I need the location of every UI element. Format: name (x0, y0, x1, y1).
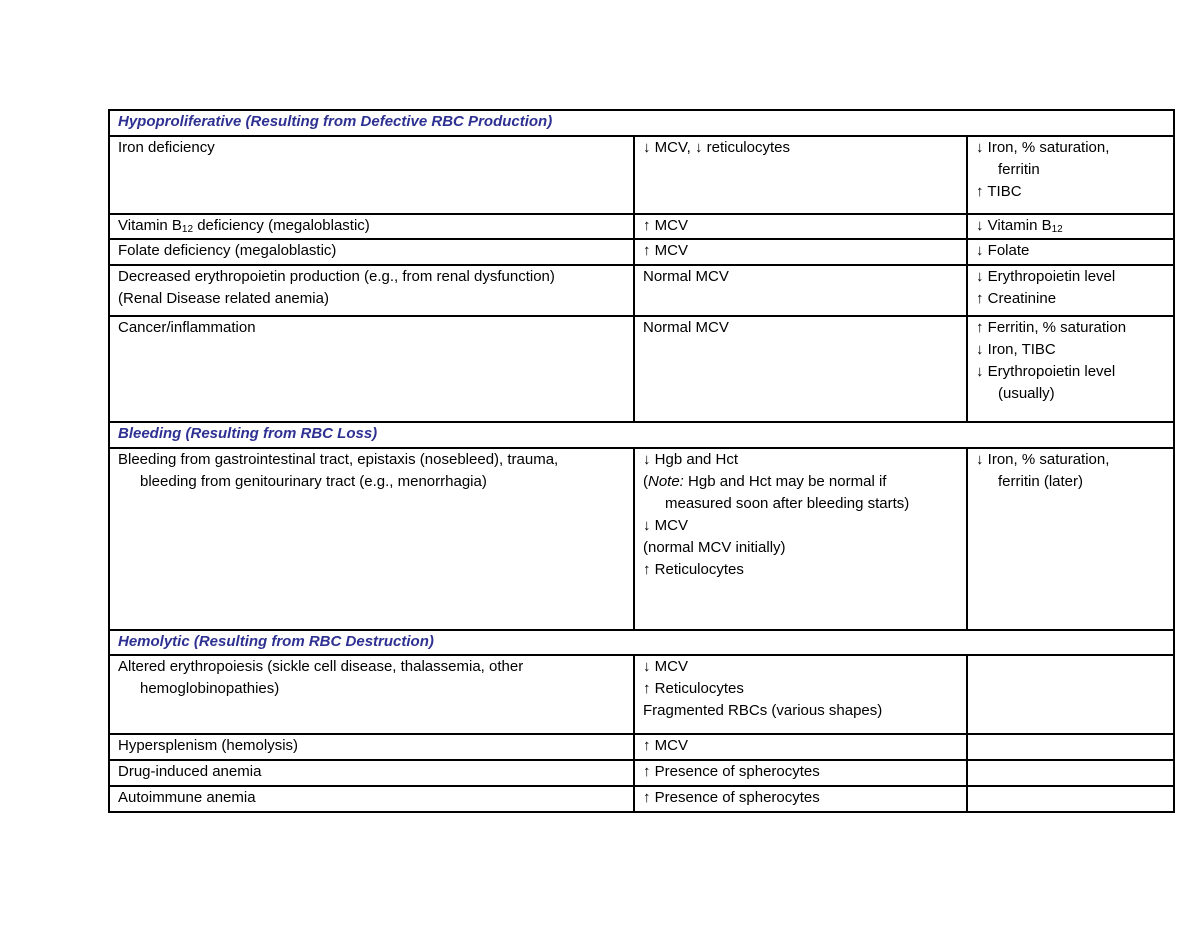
cause-cell: Autoimmune anemia (109, 786, 634, 812)
section-header-row (109, 630, 1174, 655)
table-row (109, 786, 1174, 812)
section-title-hypoproliferative: Hypoproliferative (Resulting from Defective RBC Production) (109, 110, 1174, 136)
findings-cell: ↑ Presence of spherocytes (634, 760, 967, 786)
findings-cell: ↑ MCV (634, 239, 967, 265)
anemia-classification-table (108, 109, 1175, 813)
section-title-bleeding: Bleeding (Resulting from RBC Loss) (109, 422, 1174, 448)
cause-cell: Altered erythropoiesis (sickle cell disease, thalassemia, other hemoglobinopathies) (109, 655, 634, 734)
cause-cell: Drug-induced anemia (109, 760, 634, 786)
labs-cell: ↓ Vitamin $B_{12}$ (967, 214, 1174, 239)
table-row (109, 734, 1174, 760)
labs-cell: ↑ Ferritin, % saturation ↓ Iron, TIBC ↓ Erythropoietin level (usually) (967, 316, 1174, 422)
section-header-row (109, 422, 1174, 448)
table-row (109, 136, 1174, 214)
section-header-row (109, 110, 1174, 136)
table-row (109, 214, 1174, 239)
findings-cell: ↑ MCV (634, 214, 967, 239)
table-row (109, 448, 1174, 630)
table-row (109, 760, 1174, 786)
table-row (109, 265, 1174, 316)
labs-cell: ↓ Iron, % saturation, ferritin (later) (967, 448, 1174, 630)
findings-cell: ↓ MCV, ↓ reticulocytes (634, 136, 967, 214)
cause-cell: Iron deficiency (109, 136, 634, 214)
cause-cell: Folate deficiency (megaloblastic) (109, 239, 634, 265)
table-row (109, 316, 1174, 422)
labs-cell: ↓ Iron, % saturation, ferritin ↑ TIBC (967, 136, 1174, 214)
table-row (109, 239, 1174, 265)
labs-cell (967, 734, 1174, 760)
findings-cell: ↑ Presence of spherocytes (634, 786, 967, 812)
labs-cell: ↓ Erythropoietin level ↑ Creatinine (967, 265, 1174, 316)
labs-cell: ↓ Folate (967, 239, 1174, 265)
labs-cell (967, 655, 1174, 734)
findings-cell: ↓ MCV ↑ Reticulocytes Fragmented RBCs (various shapes) (634, 655, 967, 734)
cause-cell: Cancer/inflammation (109, 316, 634, 422)
cause-cell: Hypersplenism (hemolysis) (109, 734, 634, 760)
cause-cell: Vitamin $B_{12}$ deficiency (megaloblastic) (109, 214, 634, 239)
cause-cell: Bleeding from gastrointestinal tract, epistaxis (nosebleed), trauma, bleeding from genitourinary tract (e.g., menorrhagia) (109, 448, 634, 630)
labs-cell (967, 786, 1174, 812)
findings-cell: ↑ MCV (634, 734, 967, 760)
table-row (109, 655, 1174, 734)
cause-cell: Decreased erythropoietin production (e.g., from renal dysfunction) (Renal Disease related anemia) (109, 265, 634, 316)
labs-cell (967, 760, 1174, 786)
findings-cell: Normal MCV (634, 316, 967, 422)
findings-cell: ↓ Hgb and Hct (Note: Hgb and Hct may be normal if measured soon after bleeding starts) ↓ MCV (normal MCV initially) ↑ Reticulocytes (634, 448, 967, 630)
section-title-hemolytic: Hemolytic (Resulting from RBC Destruction) (109, 630, 1174, 655)
findings-cell: Normal MCV (634, 265, 967, 316)
